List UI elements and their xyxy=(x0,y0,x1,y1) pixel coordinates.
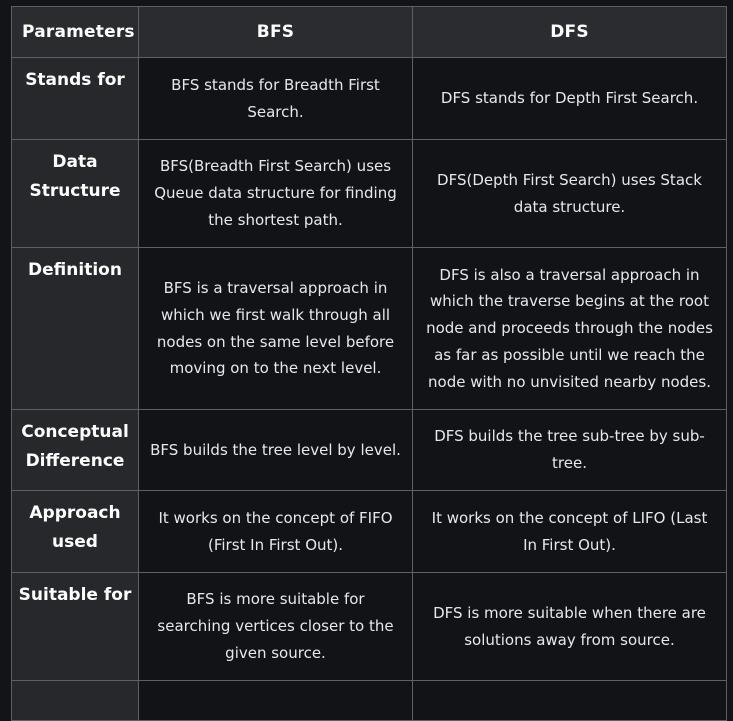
row-parameter: Conceptual Difference xyxy=(12,410,139,491)
row-bfs-cell: BFS stands for Breadth First Search. xyxy=(139,58,413,140)
comparison-table-container xyxy=(11,6,726,721)
row-bfs-cell: It works on the concept of FIFO (First In First Out). xyxy=(139,491,413,573)
row-parameter: Approach used xyxy=(12,491,139,573)
row-dfs-cell: DFS(Depth First Search) uses Stack data structure. xyxy=(413,140,727,248)
row-dfs-cell: It works on the concept of LIFO (Last In First Out). xyxy=(413,491,727,573)
table-row xyxy=(12,410,727,491)
table-row xyxy=(12,248,727,410)
row-bfs-cell: BFS(Breadth First Search) uses Queue data structure for finding the shortest path. xyxy=(139,140,413,248)
table-row xyxy=(12,140,727,248)
table-row-partial xyxy=(12,681,727,721)
bfs-vs-dfs-table xyxy=(11,6,727,721)
row-bfs-cell: BFS is a traversal approach in which we first walk through all nodes on the same level before moving on to the next level. xyxy=(139,248,413,410)
table-row xyxy=(12,58,727,140)
row-bfs-cell: BFS is more suitable for searching vertices closer to the given source. xyxy=(139,573,413,681)
row-dfs-cell: DFS builds the tree sub-tree by sub-tree. xyxy=(413,410,727,491)
row-bfs-cell-partial xyxy=(139,681,413,721)
header-parameters: Parameters xyxy=(12,7,139,58)
table-row xyxy=(12,491,727,573)
row-dfs-cell: DFS is also a traversal approach in which the traverse begins at the root node and proceeds through the nodes as far as possible until we reach the node with no unvisited nearby nodes. xyxy=(413,248,727,410)
table-header-row xyxy=(12,7,727,58)
row-dfs-cell-partial xyxy=(413,681,727,721)
row-parameter: Definition xyxy=(12,248,139,410)
row-parameter: Suitable for xyxy=(12,573,139,681)
row-bfs-cell: BFS builds the tree level by level. xyxy=(139,410,413,491)
table-row xyxy=(12,573,727,681)
row-dfs-cell: DFS stands for Depth First Search. xyxy=(413,58,727,140)
row-parameter-partial xyxy=(12,681,139,721)
row-dfs-cell: DFS is more suitable when there are solutions away from source. xyxy=(413,573,727,681)
header-bfs: BFS xyxy=(139,7,413,58)
row-parameter: Stands for xyxy=(12,58,139,140)
header-dfs: DFS xyxy=(413,7,727,58)
row-parameter: Data Structure xyxy=(12,140,139,248)
